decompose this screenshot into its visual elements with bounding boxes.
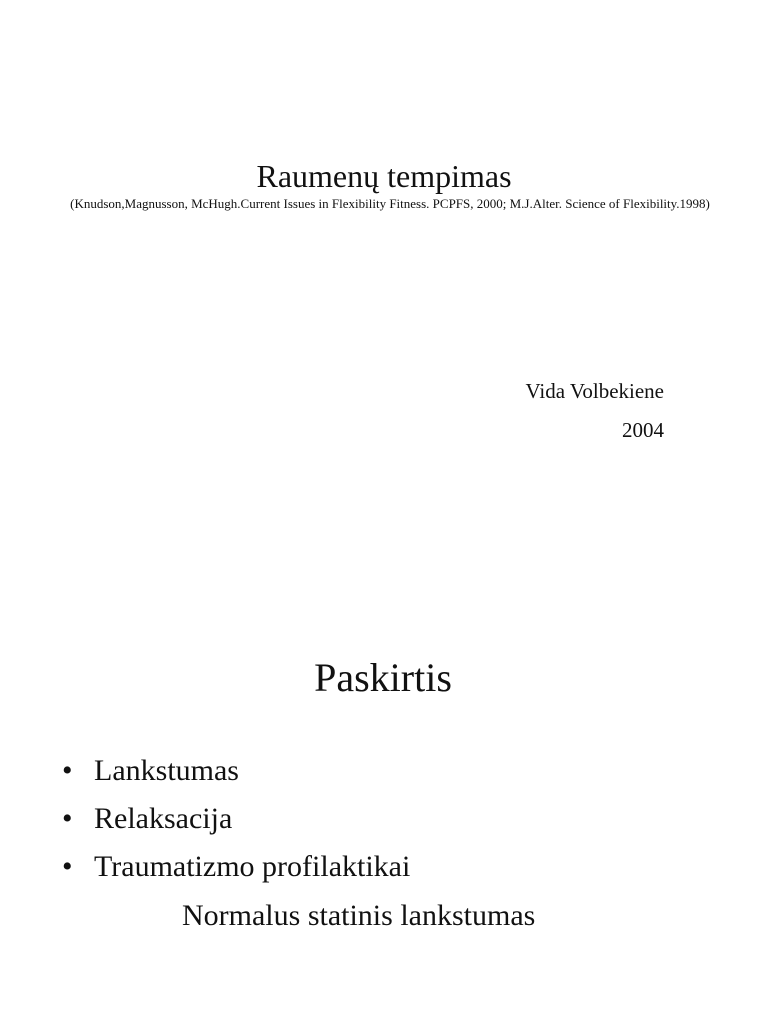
- slide-heading: Paskirtis: [314, 655, 452, 700]
- bullet-icon: •: [62, 850, 73, 883]
- author-name: Vida Volbekiene: [525, 379, 664, 403]
- slide-title-heading: Raumenų tempimas: [256, 158, 512, 194]
- bullet-text: Relaksacija: [94, 802, 233, 835]
- bullet-item: [62, 843, 410, 891]
- slide-paskirtis: [0, 512, 768, 1024]
- sub-line-text: Normalus statinis lankstumas: [182, 899, 536, 932]
- bullet-text: Lankstumas: [94, 754, 239, 787]
- bullet-icon: •: [62, 754, 73, 787]
- bullet-item: [62, 795, 410, 843]
- bullet-icon: •: [62, 802, 73, 835]
- bullet-text: Traumatizmo profilaktikai: [94, 850, 411, 883]
- year-text: 2004: [622, 418, 664, 442]
- bullet-item: [62, 747, 410, 795]
- citation-text: (Knudson,Magnusson, McHugh.Current Issues in Flexibility Fitness. PCPFS, 2000; M.J.Alter. Science of Flexibility.1998): [70, 196, 710, 211]
- bullet-list: [62, 747, 410, 891]
